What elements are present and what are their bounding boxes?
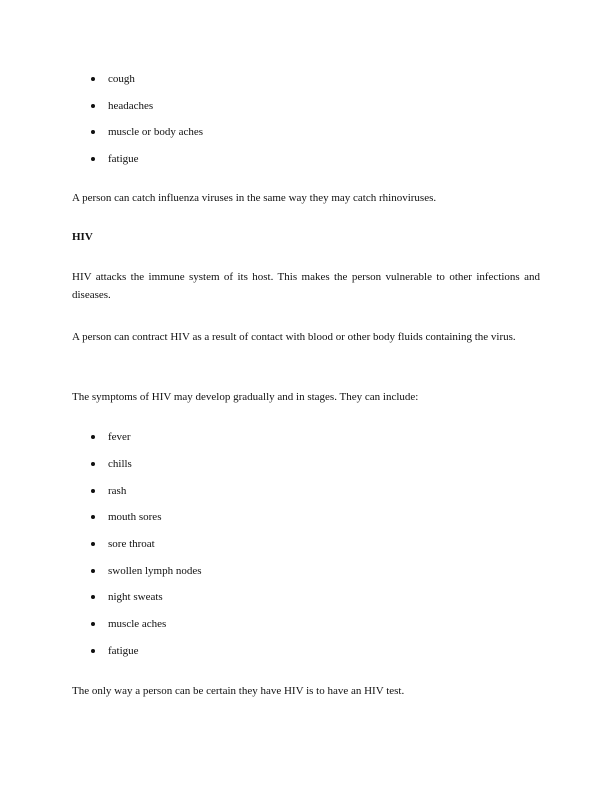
bullet-icon [91, 130, 95, 134]
bullet-icon [91, 649, 95, 653]
section-heading-hiv: HIV [72, 231, 93, 243]
bullet-icon [91, 622, 95, 626]
bullet-icon [91, 569, 95, 573]
bullet-icon [91, 595, 95, 599]
paragraph-hiv-symptoms-intro: The symptoms of HIV may develop gradually and in stages. They can include: [72, 391, 419, 403]
bullet-icon [91, 435, 95, 439]
bullet-icon [91, 77, 95, 81]
paragraph-hiv-attacks: HIV attacks the immune system of its host. This makes the person vulnerable to other infections and diseases. [72, 271, 540, 301]
paragraph-hiv-test: The only way a person can be certain they have HIV is to have an HIV test. [72, 685, 405, 697]
paragraph-influenza-transmission: A person can catch influenza viruses in the same way they may catch rhinoviruses. [72, 192, 437, 204]
bullet-icon [91, 515, 95, 519]
bullet-icon [91, 462, 95, 466]
bullet-icon [91, 489, 95, 493]
bullet-icon [91, 157, 95, 161]
bullet-icon [91, 542, 95, 546]
document-page: cough headaches muscle or body aches fatigue A person can catch influenza viruses in the same way they may catch rhinoviruses. HIV HIV attacks the immune system of its host. This makes the person vulnerable to other infections and diseases. A person can contract HIV as a result of contact with blood or other body fluids containing the virus. The symptoms of HIV may develop gradually and in stages. They can include: fever chills rash mouth sores sore throat swollen lymph nodes night sweats muscle aches fatigue The only way a person can be certain they have HIV is to have an HIV test. [0, 0, 612, 792]
bullet-icon [91, 104, 95, 108]
paragraph-hiv-contract: A person can contract HIV as a result of contact with blood or other body fluids containing the virus. [72, 331, 516, 343]
